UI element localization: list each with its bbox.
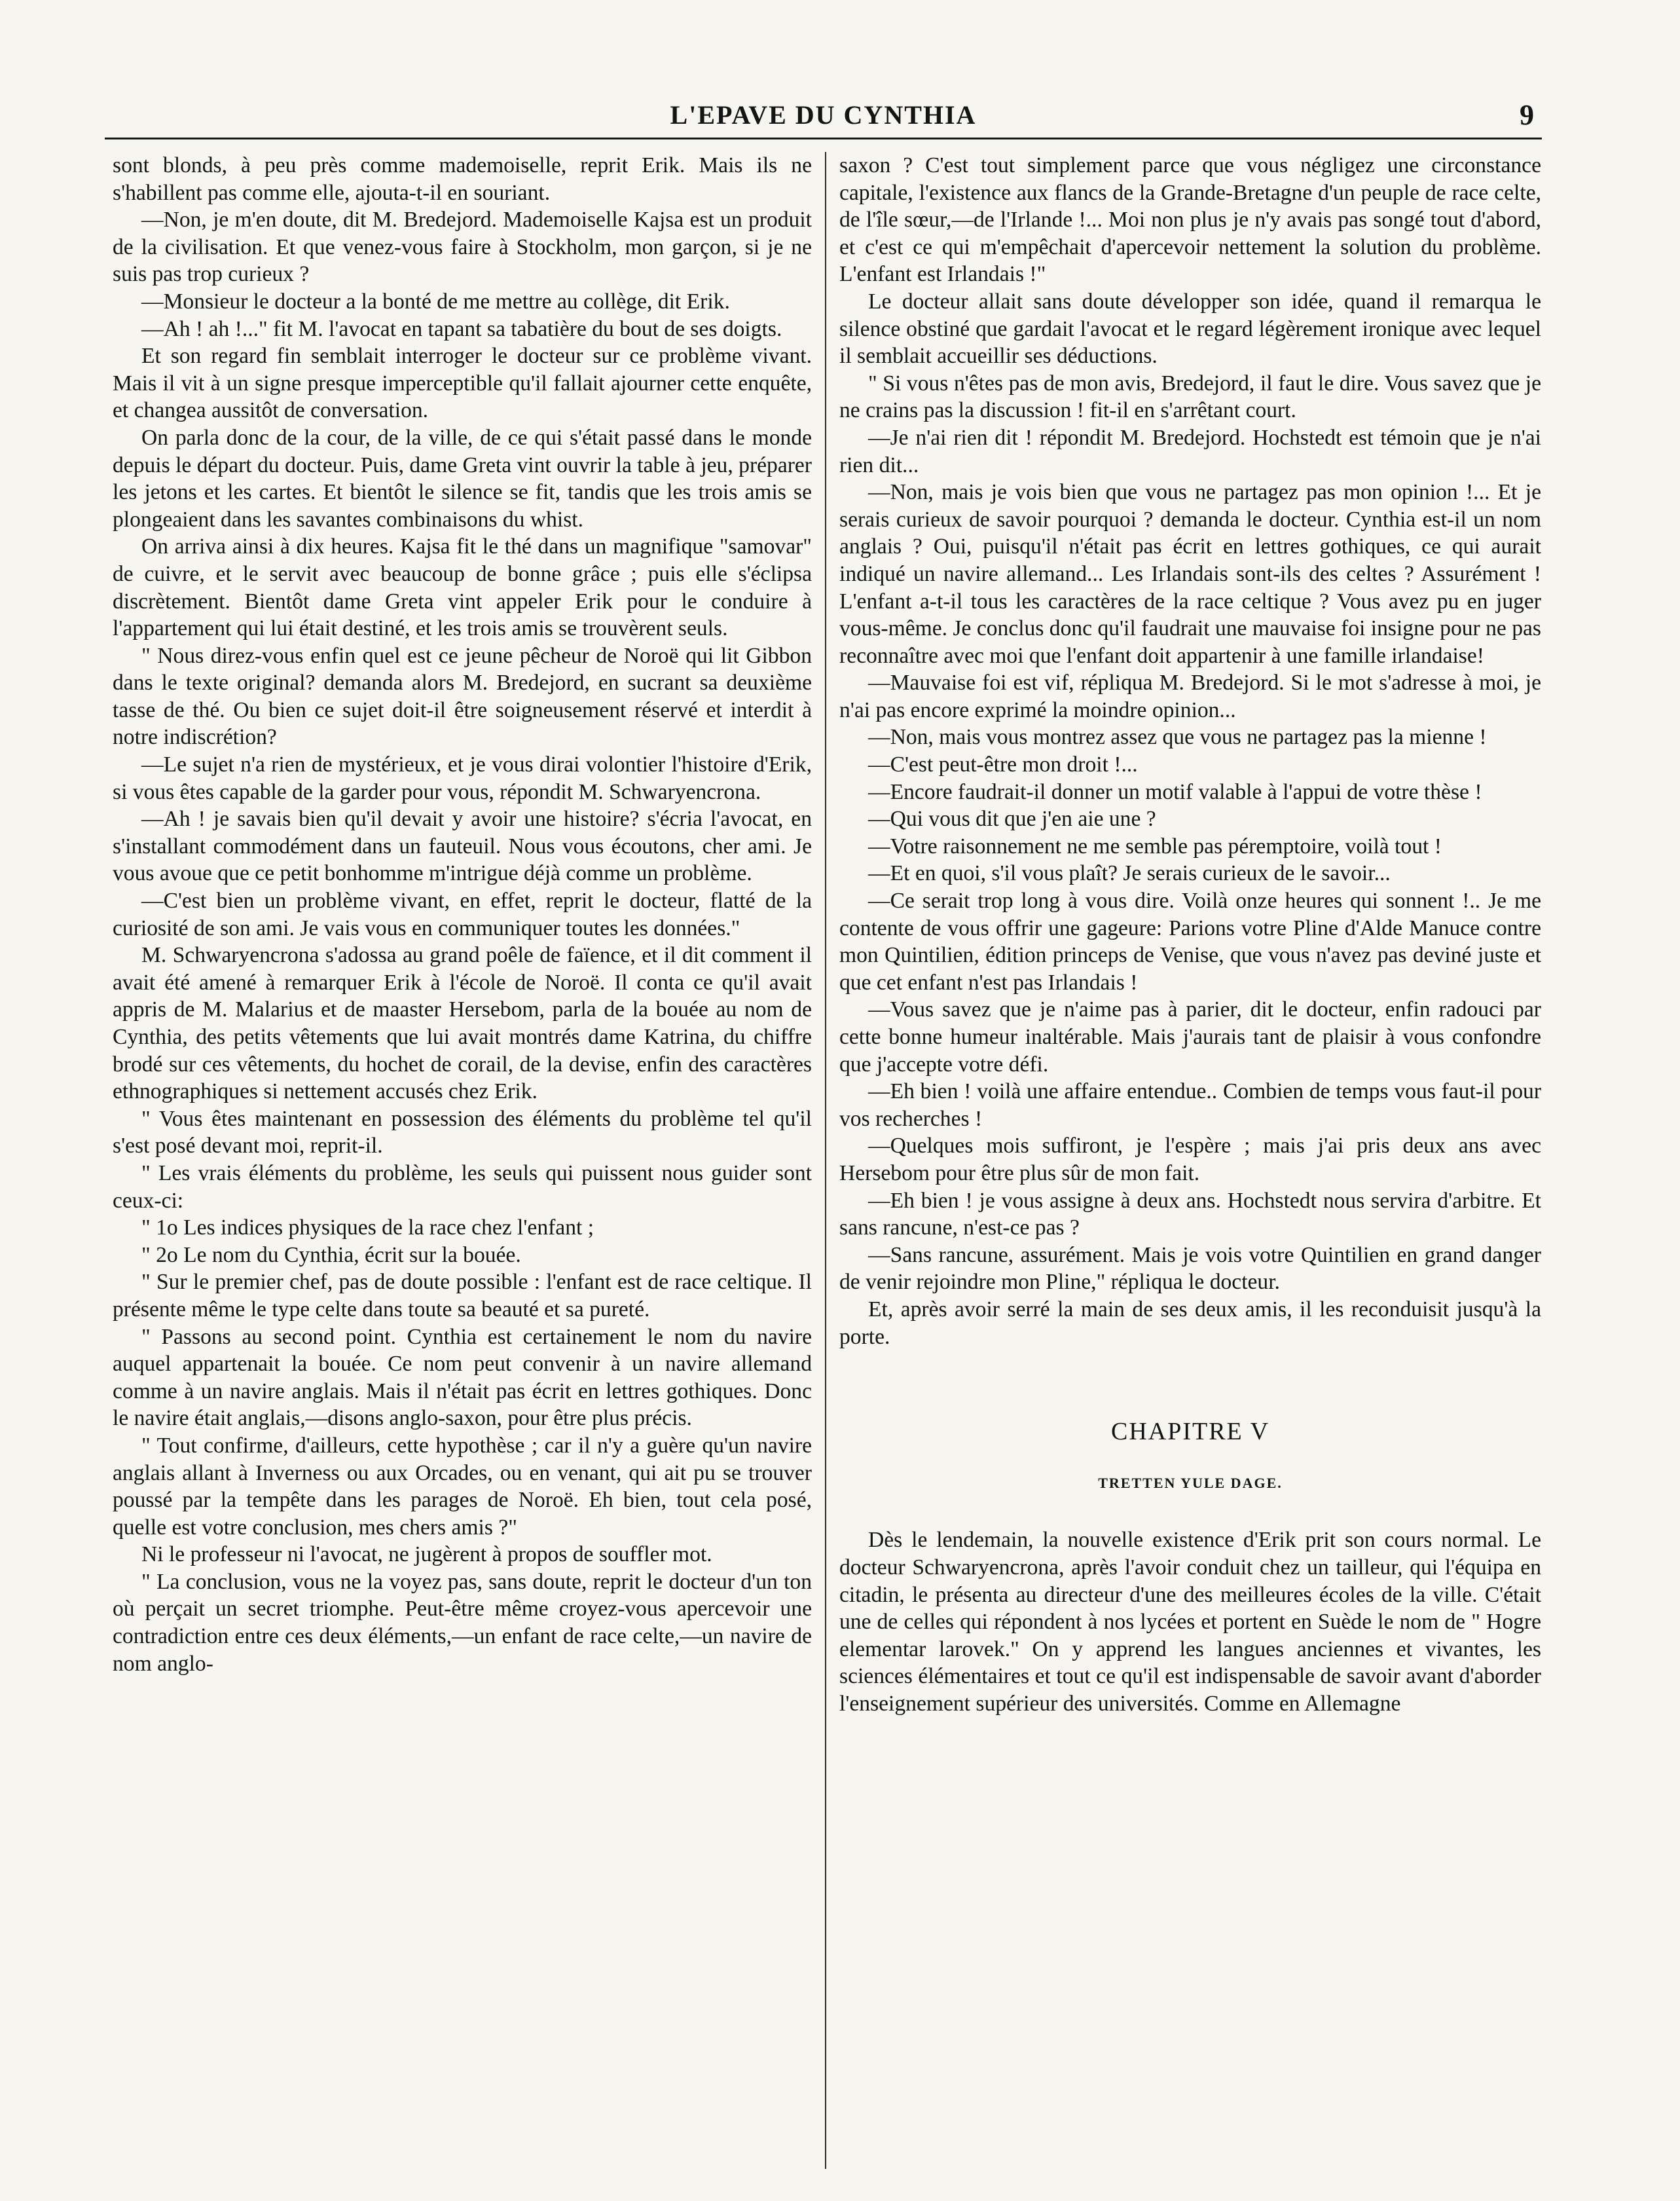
paragraph: saxon ? C'est tout simplement parce que vous négligez une circonstance capitale, l'existence aux flancs de la Grande-Bretagne d'un peuple de race celte, de l'île sœur,—de l'Irlande !... Moi non plus je n'y avais pas songé tout d'abord, et c'est ce qui m'empêchait d'apercevoir nettement la solution du problème. L'enfant est Irlandais !" [839, 153, 1541, 287]
paragraph: " Si vous n'êtes pas de mon avis, Bredejord, il faut le dire. Vous savez que je ne crains pas la discussion ! fit-il en s'arrêtant court. [839, 371, 1541, 423]
paragraph: —Encore faudrait-il donner un motif valable à l'appui de votre thèse ! [868, 779, 1482, 804]
paragraph: —Ah ! ah !..." fit M. l'avocat en tapant sa tabatière du bout de ses doigts. [141, 316, 782, 341]
paragraph: —Mauvaise foi est vif, répliqua M. Bredejord. Si le mot s'adresse à moi, je n'ai pas encore exprimé la moindre opinion... [839, 671, 1541, 722]
paragraph: —Eh bien ! je vous assigne à deux ans. Hochstedt nous servira d'arbitre. Et sans rancune, n'est-ce pas ? [839, 1188, 1541, 1240]
paragraph: sont blonds, à peu près comme mademoiselle, reprit Erik. Mais ils ne s'habillent pas comme elle, ajouta-t-il en souriant. [113, 153, 812, 205]
paragraph: " Les vrais éléments du problème, les seuls qui puissent nous guider sont ceux-ci: [113, 1160, 812, 1213]
paragraph: Et, après avoir serré la main de ses deux amis, il les reconduisit jusqu'à la porte. [839, 1297, 1541, 1349]
paragraph: " Vous êtes maintenant en possession des éléments du problème tel qu'il s'est posé devant moi, reprit-il. [113, 1106, 812, 1158]
paragraph: —Non, mais vous montrez assez que vous ne partagez pas la mienne ! [868, 725, 1487, 750]
paragraph: —C'est peut-être mon droit !... [868, 752, 1138, 777]
paragraph: —Sans rancune, assurément. Mais je vois votre Quintilien en grand danger de venir rejoindre mon Pline," répliqua le docteur. [839, 1242, 1541, 1295]
paragraph: On parla donc de la cour, de la ville, de ce qui s'était passé dans le monde depuis le départ du docteur. Puis, dame Greta vint ouvrir la table à jeu, préparer les jetons et les cartes. Et bientôt le silence se fit, tandis que les trois amis se plongeaient dans les savantes combinaisons du whist. [113, 425, 812, 532]
paragraph: —Le sujet n'a rien de mystérieux, et je vous dirai volontier l'histoire d'Erik, si vous êtes capable de la garder pour vous, répondit M. Schwaryencrona. [113, 752, 812, 804]
paragraph: —Vous savez que je n'aime pas à parier, dit le docteur, enfin radouci par cette bonne humeur inaltérable. Mais j'aurais tant de plaisir à vous confondre que j'accepte votre défi. [839, 997, 1541, 1077]
paragraph: Et son regard fin semblait interroger le docteur sur ce problème vivant. Mais il vit à un signe presque imperceptible qu'il fallait ajourner cette enquête, et changea aussitôt de conversation. [113, 344, 812, 423]
paragraph: Dès le lendemain, la nouvelle existence d'Erik prit son cours normal. Le docteur Schwaryencrona, après l'avoir conduit chez un tailleur, qui l'équipa en citadin, le présenta au directeur d'une des meilleures écoles de la ville. C'était une de celles qui répondent à nos lycées et portent en Suède le nom de " Hogre elementar larovek." On y apprend les langues anciennes et vivantes, les sciences élémentaires et tout ce qu'il est indispensable de savoir avant d'aborder l'enseignement supérieur des universités. Comme en Allemagne [839, 1528, 1541, 1716]
chapter-title: CHAPITRE V [1110, 1418, 1270, 1446]
paragraph: Le docteur allait sans doute développer son idée, quand il remarqua le silence obstiné que gardait l'avocat et le regard légèrement ironique avec lequel il semblait accueillir ses déductions. [839, 289, 1541, 369]
paragraph: —Eh bien ! voilà une affaire entendue.. Combien de temps vous faut-il pour vos recherches ! [839, 1079, 1541, 1131]
running-title: L'EPAVE DU CYNTHIA [670, 100, 977, 130]
paragraph: —Et en quoi, s'il vous plaît? Je serais curieux de le savoir... [868, 861, 1391, 886]
paragraph: —C'est bien un problème vivant, en effet, reprit le docteur, flatté de la curiosité de son ami. Je vais vous en communiquer toutes les données." [113, 889, 812, 940]
paragraph: —Ce serait trop long à vous dire. Voilà onze heures qui sonnent !.. Je me contente de vous offrir une gageure: Parions votre Pline d'Alde Manuce contre mon Quintilien, édition princeps de Venise, que vous n'avez pas deviné juste et que cet enfant n'est pas Irlandais ! [839, 889, 1541, 995]
page-number: 9 [1520, 99, 1534, 131]
column-divider [825, 152, 826, 2169]
paragraph: —Ah ! je savais bien qu'il devait y avoir une histoire? s'écria l'avocat, en s'installant commodément dans un fauteuil. Nous vous écoutons, cher ami. Je vous avoue que ce petit bonhomme m'intrigue déjà comme un problème. [113, 807, 812, 886]
chapter-subtitle: TRETTEN YULE DAGE. [1098, 1474, 1283, 1491]
paragraph: " Tout confirme, d'ailleurs, cette hypothèse ; car il n'y a guère qu'un navire anglais allant à Inverness ou aux Orcades, ou en venant, qui ait pu se trouver poussé par la tempête dans les parages de Noroë. Eh bien, tout cela posé, quelle est votre conclusion, mes chers amis ?" [113, 1433, 812, 1540]
paragraph: " Sur le premier chef, pas de doute possible : l'enfant est de race celtique. Il présente même le type celte dans toute sa beauté et sa pureté. [113, 1270, 812, 1322]
page-header [105, 98, 1542, 139]
paragraph: —Monsieur le docteur a la bonté de me mettre au collège, dit Erik. [141, 289, 730, 314]
paragraph: —Quelques mois suffiront, je l'espère ; mais j'ai pris deux ans avec Hersebom pour être plus sûr de mon fait. [839, 1134, 1541, 1185]
paragraph: " 1o Les indices physiques de la race chez l'enfant ; [141, 1215, 594, 1240]
paragraph: —Qui vous dit que j'en aie une ? [868, 807, 1156, 832]
left-column [113, 152, 812, 2169]
paragraph: " La conclusion, vous ne la voyez pas, sans doute, reprit le docteur d'un ton où perçait un secret triomphe. Peut-être même croyez-vous apercevoir une contradiction entre ces deux éléments,—un enfant de race celte,—un navire de nom anglo- [113, 1569, 812, 1676]
paragraph: —Je n'ai rien dit ! répondit M. Bredejord. Hochstedt est témoin que je n'ai rien dit... [839, 425, 1541, 477]
paragraph: " 2o Le nom du Cynthia, écrit sur la bouée. [141, 1242, 521, 1267]
paragraph: —Votre raisonnement ne me semble pas péremptoire, voilà tout ! [868, 834, 1442, 859]
paragraph: M. Schwaryencrona s'adossa au grand poêle de faïence, et il dit comment il avait été amené à remarquer Erik à l'école de Noroë. Il conta ce qu'il avait appris de M. Malarius et de maaster Hersebom, parla de la bouée au nom de Cynthia, des petits vêtements que lui avait montrés dame Katrina, du chiffre brodé sur ces vêtements, du hochet de corail, de la devise, enfin des caractères ethnographiques si nettement accusés chez Erik. [113, 943, 812, 1104]
paragraph: " Nous direz-vous enfin quel est ce jeune pêcheur de Noroë qui lit Gibbon dans le texte original? demanda alors M. Bredejord, en sucrant sa deuxième tasse de thé. Ou bien ce sujet doit-il être soigneusement réservé et interdit à notre indiscrétion? [113, 643, 812, 750]
paragraph: " Passons au second point. Cynthia est certainement le nom du navire auquel appartenait la bouée. Ce nom peut convenir à un navire allemand comme à un navire anglais. Mais il n'était pas écrit en lettres gothiques. Donc le navire était anglais,—disons anglo-saxon, pour être plus précis. [113, 1324, 812, 1431]
paragraph: On arriva ainsi à dix heures. Kajsa fit le thé dans un magnifique "samovar" de cuivre, et le servit avec beaucoup de bonne grâce ; puis elle s'éclipsa discrètement. Bientôt dame Greta vint appeler Erik pour le conduire à l'appartement qui lui était destiné, et les trois amis se trouvèrent seuls. [113, 534, 812, 641]
paragraph: Ni le professeur ni l'avocat, ne jugèrent à propos de souffler mot. [141, 1542, 712, 1567]
right-column [839, 152, 1541, 2169]
paragraph: —Non, mais je vois bien que vous ne partagez pas mon opinion !... Et je serais curieux de savoir pourquoi ? demanda le docteur. Cynthia est-il un nom anglais ? Oui, puisqu'il n'était pas écrit en lettres gothiques, ce qui aurait indiqué un navire allemand... Les Irlandais sont-ils des celtes ? Assurément ! L'enfant a-t-il tous les caractères de la race celtique ? Vous avez pu en juger vous-même. Je conclus donc qu'il faudrait une mauvaise foi insigne pour ne pas reconnaître avec moi que l'enfant doit appartenir à une famille irlandaise! [839, 480, 1541, 668]
paragraph: —Non, je m'en doute, dit M. Bredejord. Mademoiselle Kajsa est un produit de la civilisation. Et que venez-vous faire à Stockholm, mon garçon, si je ne suis pas trop curieux ? [113, 208, 812, 287]
